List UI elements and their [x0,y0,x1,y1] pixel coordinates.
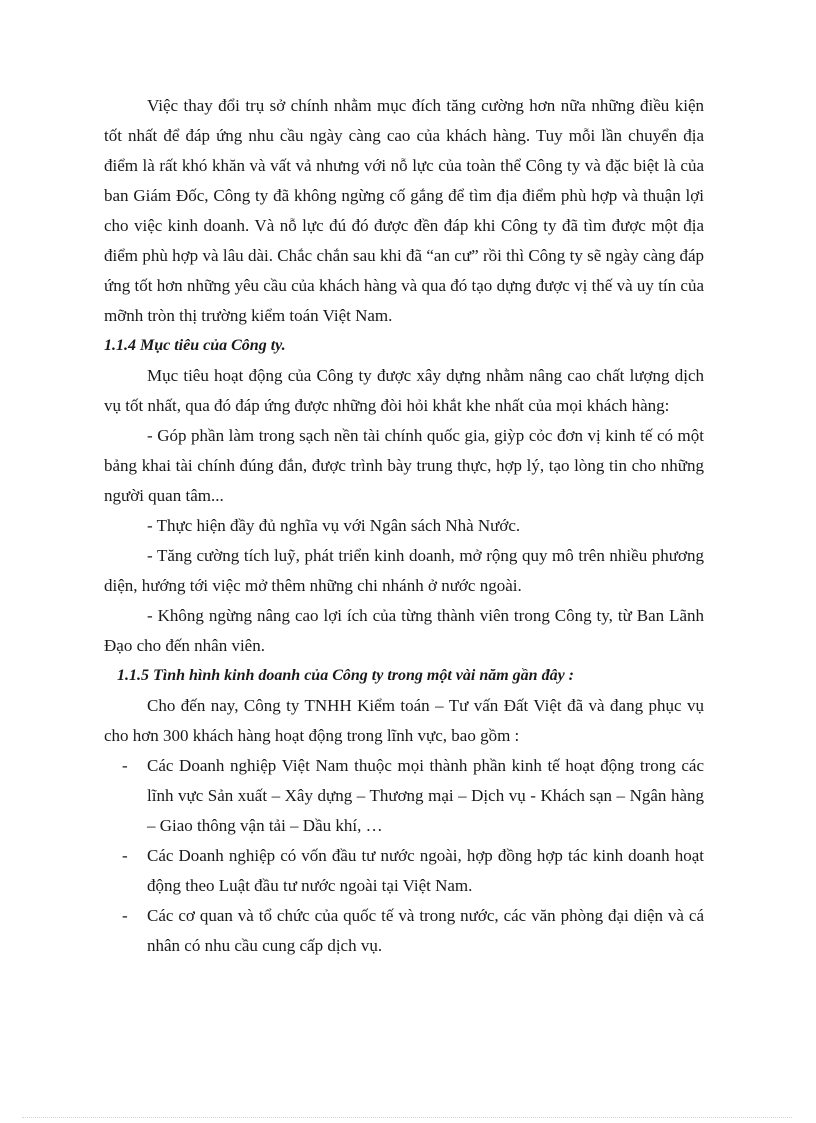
section-heading-1-1-4: 1.1.4 Mục tiêu của Công ty. [104,337,286,354]
bullet-dash: - [122,906,128,925]
client-item-1-text: Các Doanh nghiệp Việt Nam thuộc mọi thành phần kinh tế hoạt động trong các lĩnh vực Sản xuất – Xây dựng – Thương mại – Dịch vụ - Khách sạn – Ngân hàng – Giao thông vận tải – Dầu khí, … [147,756,704,835]
goal-item-4: - Không ngừng nâng cao lợi ích của từng thành viên trong Công ty, từ Ban Lãnh Đạo cho đến nhân viên. [104,606,704,655]
paragraph-intro: Việc thay đổi trụ sở chính nhằm mục đích tăng cường hơn nữa những điều kiện tốt nhất để đáp ứng nhu cầu ngày càng cao của khách hàng. Tuy mỗi lần chuyển địa điểm là rất khó khăn và vất vả nhưng với nỗ lực của toàn thể Công ty và đặc biệt là của ban Giám Đốc, Công ty đã không ngừng cố gắng để tìm địa điểm phù hợp và thuận lợi cho việc kinh doanh. Và nỗ lực đú đó được đền đáp khi Công ty đã tìm được một địa điểm phù hợp và lâu dài. Chắc chắn sau khi đã “an cư” rồi thì Công ty sẽ ngày càng đáp ứng tốt hơn những yêu cầu của khách hàng và qua đó tạo dựng được vị thế và uy tín của mỡnh tròn thị trường kiểm toán Việt Nam. [104,96,704,325]
footer-divider [22,1117,792,1118]
goal-item-3: - Tăng cường tích luỹ, phát triển kinh doanh, mở rộng quy mô trên nhiều phương diện, hướng tới việc mở thêm những chi nhánh ở nước ngoài. [104,546,704,595]
list-item [104,841,704,901]
document-page [104,91,704,961]
goal-item-2: - Thực hiện đầy đủ nghĩa vụ với Ngân sách Nhà Nước. [147,516,521,535]
paragraph-clients: Cho đến nay, Công ty TNHH Kiểm toán – Tư vấn Đất Việt đã và đang phục vụ cho hơn 300 khách hàng hoạt động trong lĩnh vực, bao gồm : [104,696,704,745]
client-item-3-text: Các cơ quan và tổ chức của quốc tế và trong nước, các văn phòng đại diện và cá nhân có nhu cầu cung cấp dịch vụ. [147,906,704,955]
goal-item-1: - Góp phần làm trong sạch nền tài chính quốc gia, giỳp cỏc đơn vị kinh tế có một bảng khai tài chính đúng đắn, được trình bày trung thực, hợp lý, tạo lòng tin cho những người quan tâm... [104,426,704,505]
client-list [104,751,704,961]
list-item [104,751,704,841]
list-item [104,901,704,961]
client-item-2-text: Các Doanh nghiệp có vốn đầu tư nước ngoài, hợp đồng hợp tác kinh doanh hoạt động theo Luật đầu tư nước ngoài tại Việt Nam. [147,846,704,895]
bullet-dash: - [122,756,128,775]
bullet-dash: - [122,846,128,865]
section-heading-1-1-5: 1.1.5 Tình hình kinh doanh của Công ty trong một vài năm gần đây : [117,667,574,684]
paragraph-goals: Mục tiêu hoạt động của Công ty được xây dựng nhằm nâng cao chất lượng dịch vụ tốt nhất, qua đó đáp ứng được những đòi hỏi khắt khe nhất của mọi khách hàng: [104,366,704,415]
